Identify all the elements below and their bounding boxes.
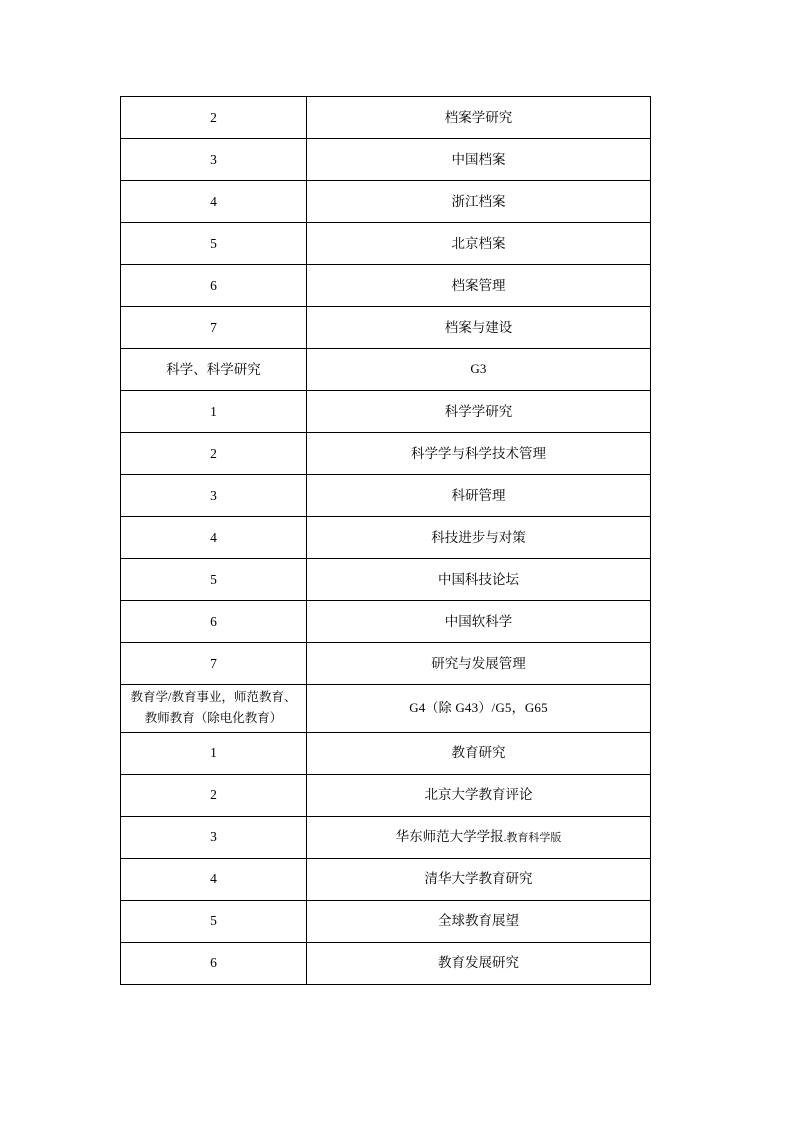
row-value-label: 科研管理 — [451, 487, 506, 503]
table-body — [121, 97, 651, 985]
table-row — [121, 601, 651, 643]
table-row — [121, 223, 651, 265]
row-value-label: 中国档案 — [451, 151, 506, 167]
row-value-label: 档案学研究 — [444, 109, 513, 125]
row-index-label: 5 — [210, 913, 217, 929]
journal-list-table — [120, 96, 651, 985]
category-name-wrapper — [121, 685, 306, 732]
row-index-cell — [121, 601, 307, 643]
table-row — [121, 816, 651, 858]
row-value-suffix-label: .教育科学版 — [503, 832, 562, 845]
row-value-label: 教育研究 — [451, 745, 506, 761]
row-index-cell — [121, 475, 307, 517]
row-index-cell — [121, 559, 307, 601]
row-value-cell — [307, 601, 651, 643]
category-name-label: 科学、科学研究 — [166, 361, 261, 377]
row-value-cell — [307, 475, 651, 517]
row-index-label: 5 — [210, 235, 217, 251]
row-index-cell — [121, 433, 307, 475]
row-value-cell — [307, 517, 651, 559]
row-index-label: 3 — [210, 487, 217, 503]
table-row — [121, 307, 651, 349]
row-index-cell — [121, 391, 307, 433]
row-index-label: 4 — [210, 529, 217, 545]
row-value-label: 中国科技论坛 — [438, 571, 519, 587]
row-value-label: 北京大学教育评论 — [424, 787, 533, 803]
table-row — [121, 517, 651, 559]
row-value-cell — [307, 858, 651, 900]
row-value-cell — [307, 732, 651, 774]
row-value-label: 华东师范大学学报 — [395, 829, 504, 845]
table-row-category — [121, 349, 651, 391]
row-index-label: 2 — [210, 109, 217, 125]
row-value-label: 北京档案 — [451, 235, 506, 251]
row-value-label: 清华大学教育研究 — [424, 871, 533, 887]
row-value-label: 中国软科学 — [444, 613, 513, 629]
row-value-label: 科技进步与对策 — [431, 529, 526, 545]
table-row — [121, 858, 651, 900]
row-value-cell — [307, 900, 651, 942]
table-row — [121, 265, 651, 307]
row-value-cell — [307, 391, 651, 433]
row-index-cell — [121, 97, 307, 139]
category-name-cell — [121, 685, 307, 733]
row-value-label: 科学学研究 — [444, 403, 513, 419]
row-value-cell — [307, 97, 651, 139]
category-code-label: G3 — [470, 361, 487, 377]
row-index-cell — [121, 643, 307, 685]
row-index-cell — [121, 900, 307, 942]
row-index-cell — [121, 139, 307, 181]
category-code-cell — [307, 349, 651, 391]
row-index-cell — [121, 858, 307, 900]
row-value-cell — [307, 942, 651, 984]
row-value-cell — [307, 265, 651, 307]
table-row — [121, 942, 651, 984]
row-index-label: 6 — [210, 277, 217, 293]
row-index-label: 4 — [210, 871, 217, 887]
row-index-label: 1 — [210, 403, 217, 419]
row-value-cell — [307, 181, 651, 223]
category-name-line2: 教师教育（除电化教育） — [144, 711, 283, 726]
row-index-cell — [121, 265, 307, 307]
row-index-cell — [121, 816, 307, 858]
row-index-label: 5 — [210, 571, 217, 587]
row-index-label: 7 — [210, 655, 217, 671]
row-index-label: 3 — [210, 151, 217, 167]
row-value-cell — [307, 643, 651, 685]
category-name-cell — [121, 349, 307, 391]
category-code-label: G4（除 G43）/G5，G65 — [409, 699, 548, 715]
row-value-cell — [307, 433, 651, 475]
row-value-cell — [307, 223, 651, 265]
row-index-cell — [121, 517, 307, 559]
journal-list-table-wrapper — [120, 96, 650, 985]
row-value-cell — [307, 307, 651, 349]
table-row — [121, 559, 651, 601]
category-code-cell — [307, 685, 651, 733]
row-index-cell — [121, 732, 307, 774]
table-row — [121, 475, 651, 517]
row-index-cell — [121, 223, 307, 265]
category-name-line1: 教育学/教育事业，师范教育、 — [130, 690, 297, 704]
row-index-label: 7 — [210, 319, 217, 335]
row-index-cell — [121, 181, 307, 223]
row-index-label: 6 — [210, 955, 217, 971]
row-value-label: 档案管理 — [451, 277, 506, 293]
row-value-label: 档案与建设 — [444, 319, 513, 335]
row-value-cell — [307, 139, 651, 181]
table-row — [121, 774, 651, 816]
row-value-label: 教育发展研究 — [438, 955, 519, 971]
row-index-label: 4 — [210, 193, 217, 209]
table-row — [121, 97, 651, 139]
table-row — [121, 732, 651, 774]
row-value-label: 浙江档案 — [451, 193, 506, 209]
row-index-label: 1 — [210, 745, 217, 761]
table-row — [121, 433, 651, 475]
row-value-cell — [307, 774, 651, 816]
row-value-label: 全球教育展望 — [438, 913, 519, 929]
table-row — [121, 139, 651, 181]
table-row — [121, 900, 651, 942]
row-value-wrapper — [307, 825, 650, 849]
row-index-label: 2 — [210, 445, 217, 461]
row-value-cell — [307, 559, 651, 601]
table-row — [121, 643, 651, 685]
row-value-label: 研究与发展管理 — [431, 655, 526, 671]
row-index-cell — [121, 942, 307, 984]
row-index-cell — [121, 307, 307, 349]
table-row — [121, 391, 651, 433]
row-value-label: 科学学与科学技术管理 — [411, 445, 546, 461]
table-row-category — [121, 685, 651, 733]
row-index-label: 2 — [210, 787, 217, 803]
row-index-cell — [121, 774, 307, 816]
table-row — [121, 181, 651, 223]
row-index-label: 3 — [210, 829, 217, 845]
row-index-label: 6 — [210, 613, 217, 629]
row-value-cell — [307, 816, 651, 858]
